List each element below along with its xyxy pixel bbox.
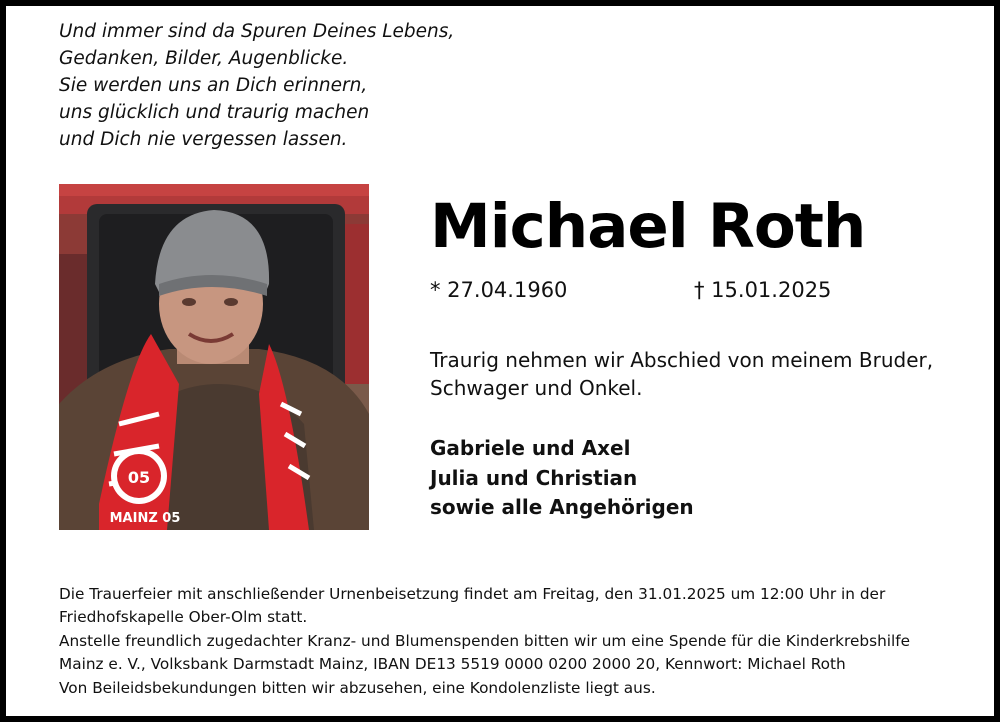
- service-details: [59, 583, 910, 700]
- footer-line: Friedhofskapelle Ober-Olm statt.: [59, 608, 308, 627]
- poem-line: Und immer sind da Spuren Deines Lebens,: [59, 21, 455, 42]
- portrait-illustration: [59, 184, 369, 530]
- deceased-name: Michael Roth: [430, 191, 866, 262]
- scarf-crest-text: 05: [127, 468, 151, 487]
- birth-date: * 27.04.1960: [430, 278, 568, 302]
- message-line: Schwager und Onkel.: [430, 376, 643, 400]
- obituary-sheet: [6, 6, 994, 716]
- death-date: † 15.01.2025: [694, 278, 832, 302]
- poem-line: Gedanken, Bilder, Augenblicke.: [59, 48, 349, 69]
- farewell-message: [430, 346, 933, 402]
- footer-line: Von Beileidsbekundungen bitten wir abzusehen, eine Kondolenzliste liegt aus.: [59, 678, 656, 697]
- memorial-poem: [59, 18, 454, 153]
- scarf-text: MAINZ 05: [109, 511, 181, 526]
- footer-line: Mainz e. V., Volksbank Darmstadt Mainz, IBAN DE13 5519 0000 0200 2000 20, Kennwort: Michael Roth: [59, 655, 846, 674]
- footer-line: Die Trauerfeier mit anschließender Urnenbeisetzung findet am Freitag, den 31.01.2025 um 12:00 Uhr in der: [59, 585, 886, 603]
- footer-line: Anstelle freundlich zugedachter Kranz- und Blumenspenden bitten wir um eine Spende für die Kinderkrebshilfe: [59, 631, 911, 650]
- message-line: Traurig nehmen wir Abschied von meinem Bruder,: [430, 348, 934, 372]
- mourner-line: Gabriele und Axel: [430, 436, 631, 460]
- mourner-line: Julia und Christian: [430, 465, 638, 490]
- poem-line: Sie werden uns an Dich erinnern,: [59, 75, 368, 96]
- poem-line: und Dich nie vergessen lassen.: [59, 129, 348, 150]
- poem-line: uns glücklich und traurig machen: [59, 102, 370, 123]
- portrait-photo: [59, 184, 369, 530]
- mourner-line: sowie alle Angehörigen: [430, 495, 694, 519]
- mourners-list: [430, 434, 694, 523]
